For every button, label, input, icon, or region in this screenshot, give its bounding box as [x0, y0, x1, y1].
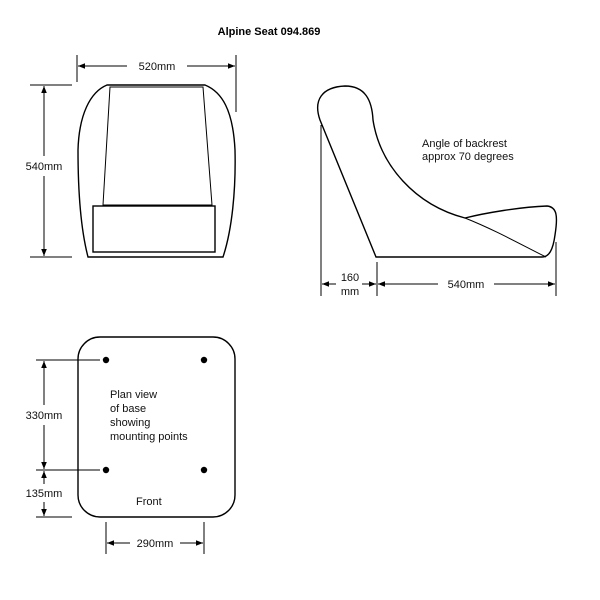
height-label: 540mm: [25, 161, 63, 173]
width-label: 520mm: [138, 61, 176, 73]
seat-side-outline: [318, 86, 557, 257]
backrest-note-line1: Angle of backrest: [422, 138, 507, 150]
front-label: Front: [136, 496, 162, 508]
mounting-point-front-right: [201, 467, 207, 473]
plan-note-line1: Plan view: [110, 389, 158, 401]
plan-note-line4: mounting points: [110, 431, 188, 443]
backrest-note-line2: approx 70 degrees: [422, 151, 514, 163]
dim-135-label: 135mm: [25, 488, 63, 500]
dim-330-label: 330mm: [25, 410, 63, 422]
mounting-point-front-left-rear: [103, 357, 109, 363]
side-view: [318, 86, 557, 298]
base-plate: [78, 337, 235, 517]
plan-note-line2: of base: [110, 403, 147, 415]
diagram-title: Alpine Seat 094.869: [217, 26, 321, 38]
plan-note-line3: showing: [110, 417, 151, 429]
front-view: [26, 55, 236, 257]
mounting-point-front-left: [103, 467, 109, 473]
depth-label: 540mm: [447, 279, 485, 291]
offset-label-value: 160: [340, 272, 360, 284]
offset-label-unit: mm: [340, 286, 360, 298]
mounting-point-rear-right: [201, 357, 207, 363]
dim-290-label: 290mm: [136, 538, 174, 550]
plan-view: [26, 337, 235, 554]
seat-cushion: [93, 206, 215, 252]
